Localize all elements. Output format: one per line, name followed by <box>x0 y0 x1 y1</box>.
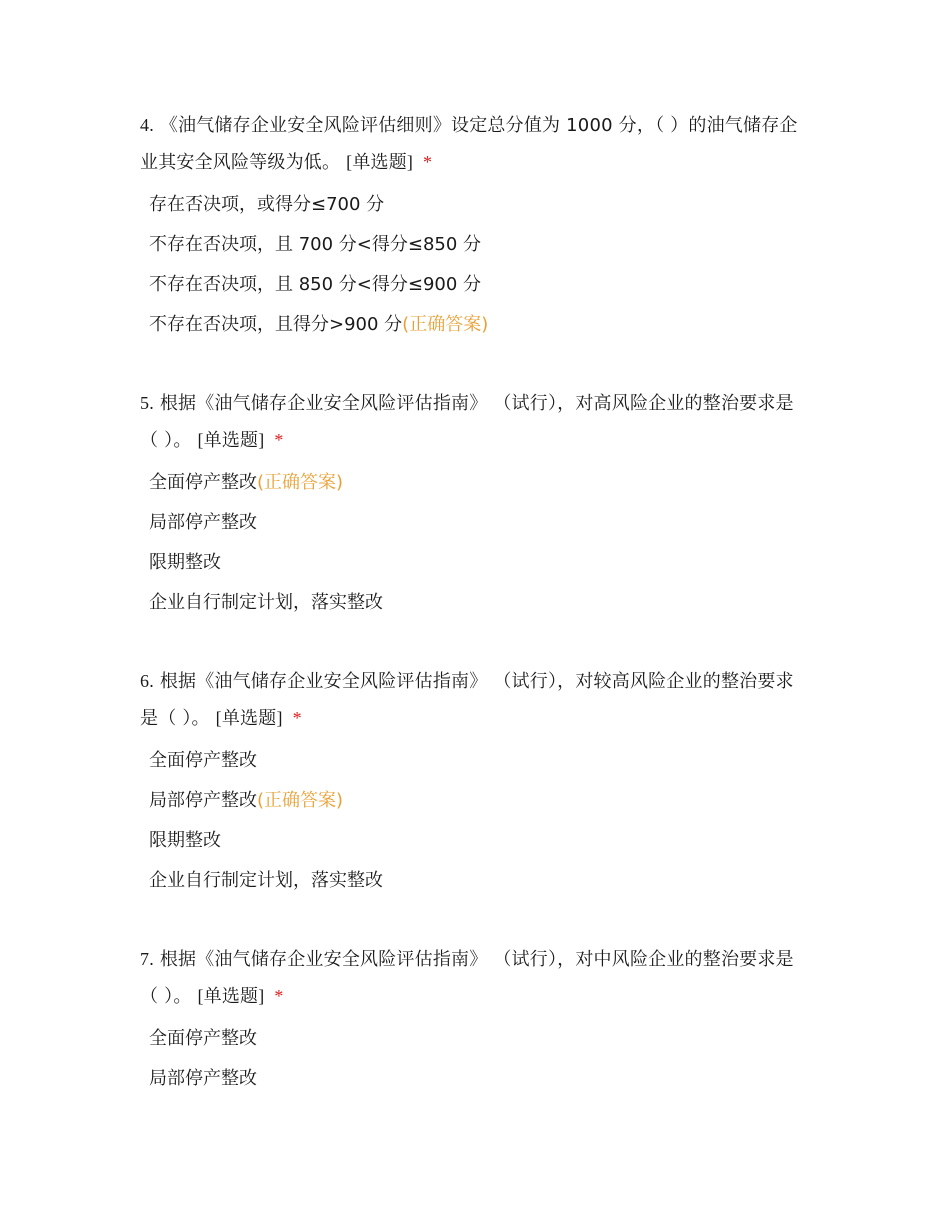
option-label: 存在否决项，或得分≤700 分 <box>149 194 385 215</box>
option-label: 全面停产整改 <box>149 472 257 493</box>
question-stem: 根据《油气储存企业安全风险评估指南》 （试行），对较高风险企业的整治要求是（ ）。 <box>140 671 794 729</box>
question-number: 6. <box>140 671 154 691</box>
option-list <box>140 185 810 345</box>
option-item[interactable] <box>149 741 810 781</box>
option-item[interactable] <box>149 821 810 861</box>
option-list <box>140 1019 810 1099</box>
option-label: 不存在否决项，且 850 分<得分≤900 分 <box>149 274 482 295</box>
question-stem: 根据《油气储存企业安全风险评估指南》 （试行），对中风险企业的整治要求是（ ）。 <box>140 949 794 1007</box>
option-item[interactable] <box>149 861 810 901</box>
option-label: 局部停产整改 <box>149 790 257 811</box>
option-label: 全面停产整改 <box>149 750 257 771</box>
option-item[interactable] <box>149 265 810 305</box>
option-label: 限期整改 <box>149 830 221 851</box>
option-label: 全面停产整改 <box>149 1028 257 1049</box>
question-7 <box>140 941 810 1099</box>
option-label: 局部停产整改 <box>149 1068 257 1089</box>
option-item[interactable] <box>149 503 810 543</box>
question-type: [单选题] <box>197 430 265 450</box>
correct-answer-tag: (正确答案) <box>257 472 344 493</box>
question-type: [单选题] <box>215 708 283 728</box>
option-item[interactable] <box>149 225 810 265</box>
option-item[interactable] <box>149 185 810 225</box>
option-item[interactable] <box>149 543 810 583</box>
option-list <box>140 741 810 901</box>
option-item[interactable] <box>149 305 810 345</box>
question-number: 4. <box>140 115 154 135</box>
question-type: [单选题] <box>346 152 414 172</box>
question-text <box>140 941 810 1015</box>
question-text <box>140 385 810 459</box>
option-label: 局部停产整改 <box>149 512 257 533</box>
question-stem: 根据《油气储存企业安全风险评估指南》 （试行），对高风险企业的整治要求是（ ）。 <box>140 393 794 451</box>
option-label: 企业自行制定计划，落实整改 <box>149 870 383 891</box>
question-text <box>140 107 810 181</box>
option-item[interactable] <box>149 1019 810 1059</box>
required-mark: * <box>292 708 302 728</box>
question-number: 5. <box>140 393 154 413</box>
quiz-document <box>140 107 810 1139</box>
question-6 <box>140 663 810 901</box>
question-text <box>140 663 810 737</box>
correct-answer-tag: (正确答案) <box>402 314 489 335</box>
required-mark: * <box>274 430 284 450</box>
required-mark: * <box>423 152 433 172</box>
option-label: 不存在否决项，且 700 分<得分≤850 分 <box>149 234 482 255</box>
required-mark: * <box>274 986 284 1006</box>
question-number: 7. <box>140 949 154 969</box>
question-stem: 《油气储存企业安全风险评估细则》设定总分值为 1000 分，（ ）的油气储存企业其安全风险等级为低。 <box>140 115 798 173</box>
option-item[interactable] <box>149 463 810 503</box>
option-item[interactable] <box>149 781 810 821</box>
question-5 <box>140 385 810 623</box>
question-type: [单选题] <box>197 986 265 1006</box>
option-item[interactable] <box>149 1059 810 1099</box>
option-item[interactable] <box>149 583 810 623</box>
correct-answer-tag: (正确答案) <box>257 790 344 811</box>
question-4 <box>140 107 810 345</box>
option-label: 企业自行制定计划，落实整改 <box>149 592 383 613</box>
option-label: 不存在否决项，且得分>900 分 <box>149 314 403 335</box>
option-label: 限期整改 <box>149 552 221 573</box>
option-list <box>140 463 810 623</box>
